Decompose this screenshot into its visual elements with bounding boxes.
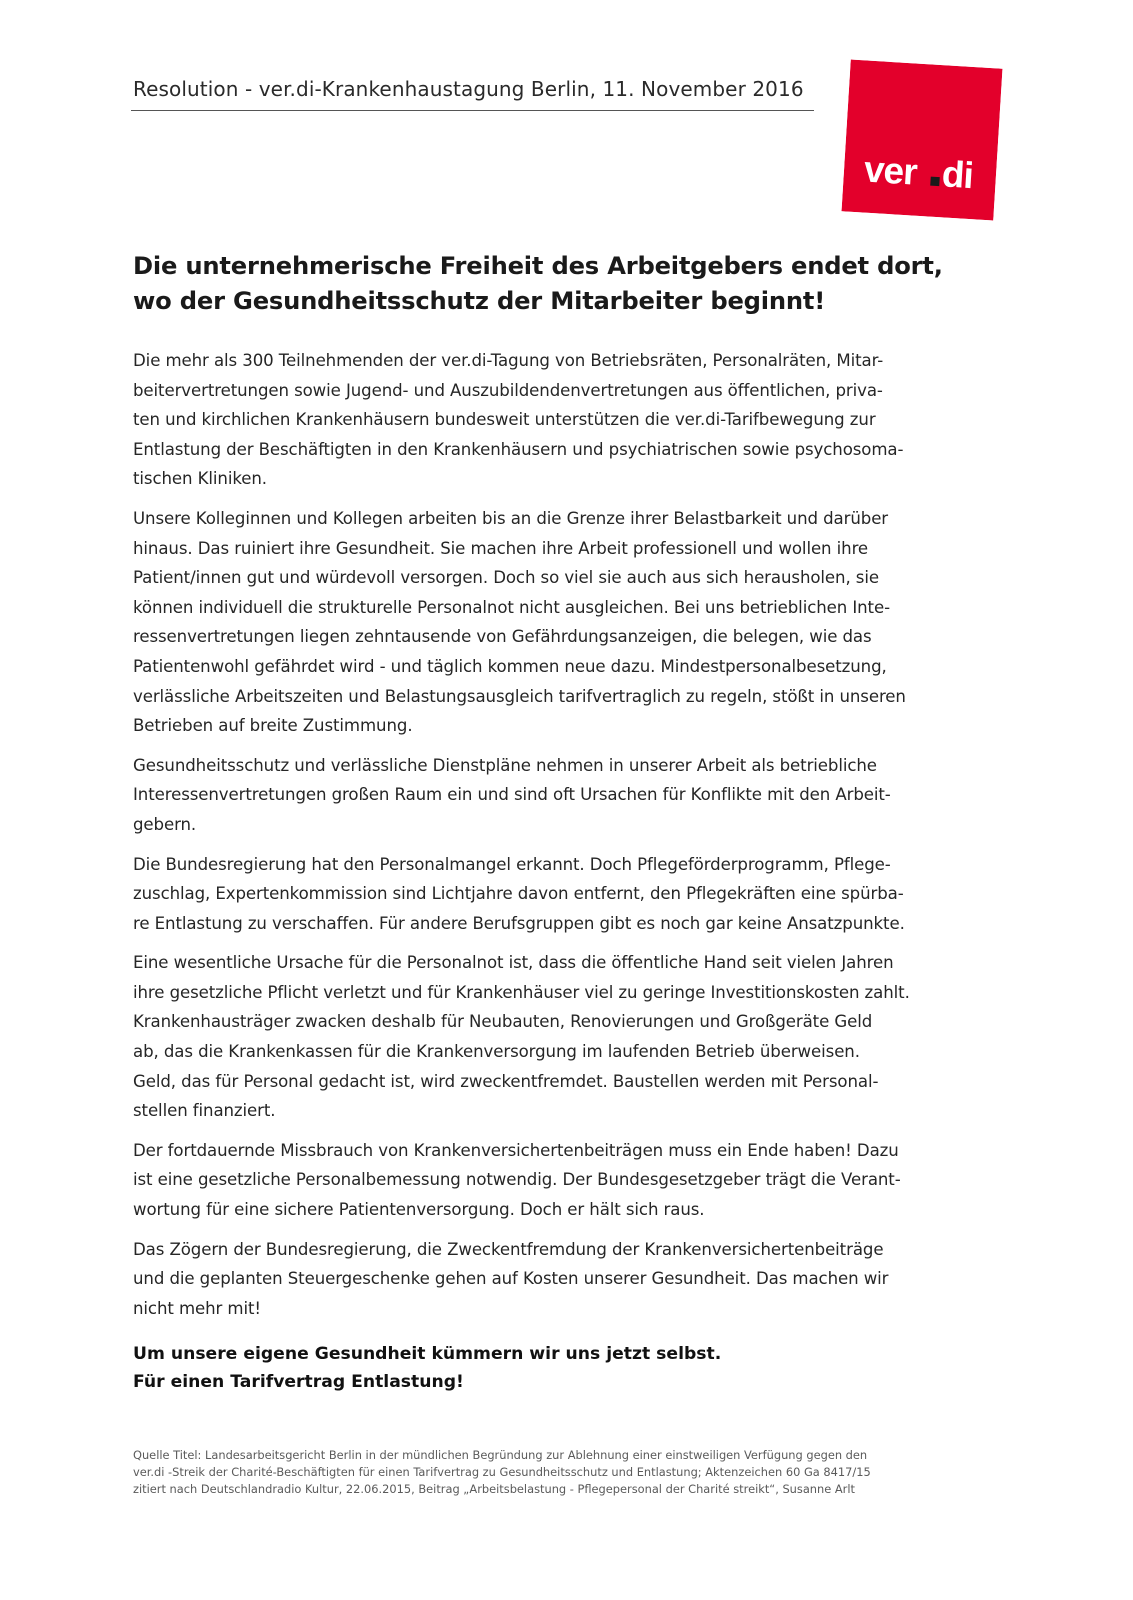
text-line: ressenvertretungen liegen zehntausende von Gefährdungsanzeigen, die belegen, wie das xyxy=(133,627,872,647)
source-footnote xyxy=(133,1447,993,1498)
text-line: Interessenvertretungen großen Raum ein und sind oft Ursachen für Konflikte mit den Arbeit- xyxy=(133,785,891,805)
text-line: Eine wesentliche Ursache für die Personalnot ist, dass die öffentliche Hand seit vielen Jahren xyxy=(133,953,894,973)
paragraph-6 xyxy=(133,1136,993,1225)
text-line: Betrieben auf breite Zustimmung. xyxy=(133,716,413,736)
paragraph-4 xyxy=(133,850,993,939)
svg-text:di: di xyxy=(940,153,975,197)
paragraph-1 xyxy=(133,346,993,494)
text-line: verlässliche Arbeitszeiten und Belastungsausgleich tarifvertraglich zu regeln, stößt in unseren xyxy=(133,686,906,706)
text-line: tischen Kliniken. xyxy=(133,469,267,489)
paragraph-7 xyxy=(133,1235,993,1324)
text-line: und die geplanten Steuergeschenke gehen auf Kosten unserer Gesundheit. Das machen wir xyxy=(133,1269,889,1289)
text-line: stellen finanziert. xyxy=(133,1101,276,1121)
paragraph-3 xyxy=(133,751,993,840)
text-line: Krankenhausträger zwacken deshalb für Neubauten, Renovierungen und Großgeräte Geld xyxy=(133,1012,873,1032)
text-line: Patientenwohl gefährdet wird - und täglich kommen neue dazu. Mindestpersonalbesetzung, xyxy=(133,656,887,676)
resolution-body xyxy=(133,346,993,1333)
headline-line: wo der Gesundheitsschutz der Mitarbeiter beginnt! xyxy=(133,287,826,315)
footnote-line: zitiert nach Deutschlandradio Kultur, 22.06.2015, Beitrag „Arbeitsbelastung - Pflegepersonal der Charité streikt“, Susanne Arlt xyxy=(133,1482,855,1496)
svg-text:ver: ver xyxy=(862,148,918,193)
header-divider xyxy=(131,110,814,111)
closing-statement xyxy=(133,1340,993,1396)
headline xyxy=(133,249,1013,319)
closing-line: Für einen Tarifvertrag Entlastung! xyxy=(133,1372,464,1392)
paragraph-2 xyxy=(133,504,993,741)
text-line: ab, das die Krankenkassen für die Krankenversorgung im laufenden Betrieb überweisen. xyxy=(133,1042,860,1062)
closing-line: Um unsere eigene Gesundheit kümmern wir uns jetzt selbst. xyxy=(133,1344,722,1364)
text-line: ten und kirchlichen Krankenhäusern bundesweit unterstützen die ver.di-Tarifbewegung zur xyxy=(133,410,876,430)
footnote-line: Quelle Titel: Landesarbeitsgericht Berlin in der mündlichen Begründung zur Ablehnung einer einstweiligen Verfügung gegen den xyxy=(133,1448,868,1462)
text-line: Das Zögern der Bundesregierung, die Zweckentfremdung der Krankenversichertenbeiträge xyxy=(133,1239,884,1259)
text-line: Patient/innen gut und würdevoll versorgen. Doch so viel sie auch aus sich herausholen, sie xyxy=(133,568,879,588)
text-line: Gesundheitsschutz und verlässliche Dienstpläne nehmen in unserer Arbeit als betriebliche xyxy=(133,755,877,775)
text-line: Entlastung der Beschäftigten in den Krankenhäusern und psychiatrischen sowie psychosoma- xyxy=(133,439,904,459)
text-line: ihre gesetzliche Pflicht verletzt und für Krankenhäuser viel zu geringe Investitionskosten zahlt. xyxy=(133,982,910,1002)
verdi-logo xyxy=(842,60,1003,221)
text-line: gebern. xyxy=(133,814,197,834)
text-line: Geld, das für Personal gedacht ist, wird zweckentfremdet. Baustellen werden mit Personal- xyxy=(133,1071,879,1091)
text-line: zuschlag, Expertenkommission sind Lichtjahre davon entfernt, den Pflegekräften eine spürba- xyxy=(133,884,904,904)
text-line: können individuell die strukturelle Personalnot nicht ausgleichen. Bei uns betrieblichen Inte- xyxy=(133,597,890,617)
text-line: wortung für eine sichere Patientenversorgung. Doch er hält sich raus. xyxy=(133,1200,705,1220)
document-header: Resolution - ver.di-Krankenhaustagung Berlin, 11. November 2016 xyxy=(133,77,804,101)
text-line: Der fortdauernde Missbrauch von Krankenversichertenbeiträgen muss ein Ende haben! Dazu xyxy=(133,1140,899,1160)
text-line: nicht mehr mit! xyxy=(133,1298,261,1318)
headline-line: Die unternehmerische Freiheit des Arbeitgebers endet dort, xyxy=(133,252,943,280)
text-line: re Entlastung zu verschaffen. Für andere Berufsgruppen gibt es noch gar keine Ansatzpunkte. xyxy=(133,913,905,933)
text-line: Die mehr als 300 Teilnehmenden der ver.di-Tagung von Betriebsräten, Personalräten, Mitar- xyxy=(133,351,884,370)
paragraph-5 xyxy=(133,948,993,1126)
text-line: ist eine gesetzliche Personalbemessung notwendig. Der Bundesgesetzgeber trägt die Verant- xyxy=(133,1170,901,1190)
text-line: hinaus. Das ruiniert ihre Gesundheit. Sie machen ihre Arbeit professionell und wollen ihre xyxy=(133,538,869,558)
text-line: Die Bundesregierung hat den Personalmangel erkannt. Doch Pflegeförderprogramm, Pflege- xyxy=(133,854,891,874)
footnote-line: ver.di -Streik der Charité-Beschäftigten für einen Tarifvertrag zu Gesundheitsschutz und Entlastung; Aktenzeichen 60 Ga 8417/15 xyxy=(133,1465,871,1479)
text-line: Unsere Kolleginnen und Kollegen arbeiten bis an die Grenze ihrer Belastbarkeit und darüber xyxy=(133,508,889,528)
text-line: beitervertretungen sowie Jugend- und Auszubildendenvertretungen aus öffentlichen, priva- xyxy=(133,380,883,400)
